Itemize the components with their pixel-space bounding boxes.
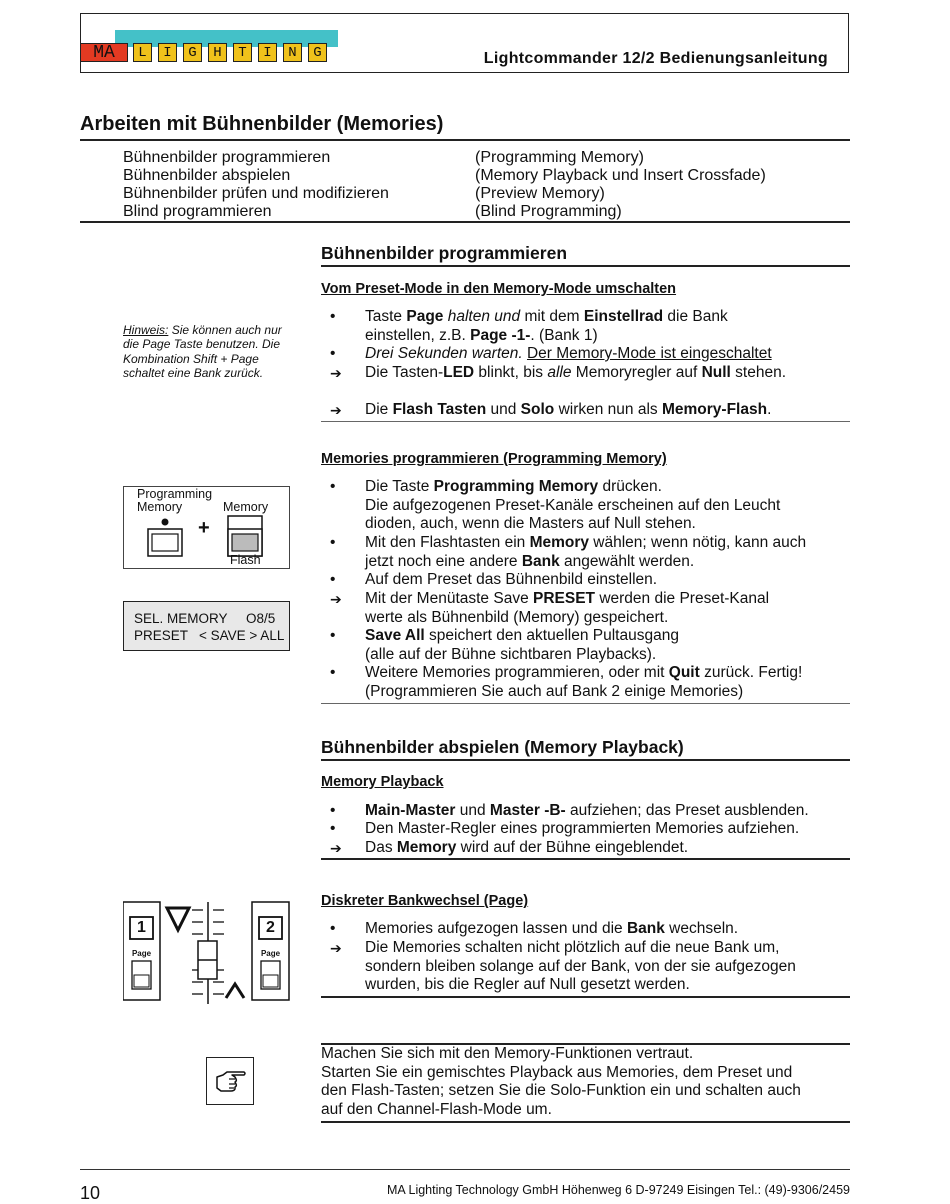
logo-letter: H bbox=[208, 43, 227, 62]
text: Den Master-Regler eines programmierten Memories aufziehen. bbox=[365, 820, 800, 837]
section-title-programmieren: Bühnenbilder programmieren bbox=[321, 243, 568, 263]
bullet-icon: • bbox=[330, 478, 336, 495]
title-rule bbox=[80, 139, 850, 141]
text-bold: Main-Master bbox=[365, 802, 456, 819]
text-bold: Memory-Flash bbox=[661, 401, 768, 418]
page-number: 10 bbox=[80, 1183, 101, 1203]
text: sondern bleiben solange auf der Bank, von der sie aufgezogen bbox=[365, 957, 796, 975]
tip-line: den Flash-Tasten; setzen Sie die Solo-Funktion ein und schalten auch bbox=[321, 1082, 801, 1100]
text-bold: Programming Memory bbox=[433, 478, 599, 495]
text: zurück. Fertig! bbox=[699, 664, 803, 681]
text-italic: alle bbox=[547, 364, 572, 381]
text: Die bbox=[365, 401, 393, 418]
arrow-icon: ➔ bbox=[330, 591, 342, 607]
arrow-icon: ➔ bbox=[330, 940, 342, 956]
text-bold: Bank bbox=[626, 920, 665, 937]
logo-letter: L bbox=[133, 43, 152, 62]
arrow-icon: ➔ bbox=[330, 840, 342, 856]
text-bold: PRESET bbox=[533, 590, 596, 607]
diagram-label-line: Programming bbox=[137, 487, 213, 501]
text: Memoryregler auf bbox=[571, 364, 702, 381]
section-title-abspielen: Bühnenbilder abspielen (Memory Playback) bbox=[321, 737, 684, 757]
bullet-icon: • bbox=[330, 802, 336, 819]
list-item bbox=[330, 401, 850, 420]
list-item bbox=[330, 345, 850, 364]
arrow-icon: ➔ bbox=[330, 402, 342, 418]
tip-line: auf den Channel-Flash-Mode um. bbox=[321, 1100, 552, 1118]
text: Mit den Flashtasten ein bbox=[365, 534, 530, 551]
list-item bbox=[330, 920, 850, 939]
text: Die aufgezogenen Preset-Kanäle erscheinen auf den Leucht bbox=[365, 496, 781, 514]
page-key-label: Page bbox=[260, 949, 281, 958]
text: . bbox=[767, 401, 772, 418]
toc-en: (Blind Programming) bbox=[475, 203, 622, 220]
text: werden die Preset-Kanal bbox=[595, 590, 770, 607]
plus-label: + bbox=[198, 517, 210, 539]
bank-number: 1 bbox=[137, 919, 146, 936]
text: drücken. bbox=[598, 478, 662, 495]
lcd-line-1: SEL. MEMORY O8/5 bbox=[134, 611, 276, 626]
text-italic: halten und bbox=[443, 308, 521, 325]
bullet-icon: • bbox=[330, 664, 336, 681]
toc-de: Bühnenbilder prüfen und modifizieren bbox=[123, 185, 389, 202]
bullet-icon: • bbox=[330, 820, 336, 837]
text: angewählt werden. bbox=[559, 552, 695, 570]
arrow-icon: ➔ bbox=[330, 365, 342, 381]
text-bold: Einstellrad bbox=[583, 308, 664, 325]
toc-en: (Memory Playback und Insert Crossfade) bbox=[475, 167, 766, 184]
toc-en: (Preview Memory) bbox=[475, 185, 605, 202]
section-rule bbox=[321, 996, 850, 998]
text-bold: Flash Tasten bbox=[392, 401, 487, 418]
lcd-display bbox=[123, 601, 290, 651]
list-item bbox=[330, 308, 850, 345]
bullet-icon: • bbox=[330, 920, 336, 937]
list-item bbox=[330, 478, 850, 534]
text: Memories aufgezogen lassen und die bbox=[365, 920, 627, 937]
text: Weitere Memories programmieren, oder mit bbox=[365, 664, 669, 681]
list-item bbox=[330, 839, 850, 858]
text: wirken nun als bbox=[554, 401, 662, 418]
text-bold: Memory bbox=[529, 534, 589, 551]
text: jetzt noch eine andere bbox=[365, 552, 522, 570]
logo-ma: MA bbox=[80, 43, 128, 62]
footer-address: MA Lighting Technology GmbH Höhenweg 6 D-97249 Eisingen Tel.: (49)-9306/2459 bbox=[386, 1183, 850, 1197]
tip-line: Starten Sie ein gemischtes Playback aus Memories, dem Preset und bbox=[321, 1063, 793, 1081]
hint-text: Sie können auch nur die Page Taste benutzen. Die Kombination Shift + Page schaltet eine Bank zurück. bbox=[123, 323, 282, 380]
text: und bbox=[455, 802, 490, 819]
text: stehen. bbox=[730, 364, 787, 381]
text: wird auf der Bühne eingeblendet. bbox=[456, 839, 689, 856]
text: wechseln. bbox=[664, 920, 739, 937]
toc-de: Blind programmieren bbox=[123, 203, 272, 220]
text-bold: Page bbox=[406, 308, 444, 325]
text: Mit der Menütaste Save bbox=[365, 590, 533, 607]
list-item bbox=[330, 534, 850, 571]
bank-number: 2 bbox=[266, 919, 275, 936]
section-rule bbox=[321, 421, 850, 422]
text-bold: Null bbox=[701, 364, 731, 381]
text: wählen; wenn nötig, kann auch bbox=[589, 534, 807, 551]
document-title: Lightcommander 12/2 Bedienungsanleitung bbox=[483, 50, 828, 67]
section-rule bbox=[321, 703, 850, 704]
programming-memory-diagram bbox=[123, 486, 290, 569]
hint-label: Hinweis: bbox=[123, 323, 169, 337]
text: Das bbox=[365, 839, 397, 856]
tip-paragraph bbox=[321, 1045, 849, 1119]
subsection-title-programming-memory: Memories programmieren (Programming Memory) bbox=[321, 451, 667, 467]
lcd-line-2: PRESET < SAVE > ALL bbox=[134, 628, 285, 643]
pointing-hand-icon bbox=[215, 1068, 247, 1094]
text: . (Bank 1) bbox=[530, 326, 598, 344]
list-item bbox=[330, 590, 850, 627]
section-rule bbox=[321, 858, 850, 860]
bank-change-diagram bbox=[123, 900, 290, 1005]
flash-label: Flash bbox=[230, 553, 261, 567]
bullet-icon: • bbox=[330, 534, 336, 551]
diagram-label: Memory bbox=[223, 500, 269, 514]
text: Die Memories schalten nicht plötzlich auf die neue Bank um, bbox=[365, 939, 780, 956]
hint-note bbox=[123, 323, 293, 380]
logo-letter: N bbox=[283, 43, 302, 62]
text: (alle auf der Bühne sichtbaren Playbacks). bbox=[365, 645, 657, 663]
text-bold: Quit bbox=[668, 664, 700, 681]
list-item bbox=[330, 627, 850, 664]
text-bold: Save All bbox=[365, 627, 425, 644]
toc-rule bbox=[80, 221, 850, 223]
text-bold: Page -1- bbox=[470, 326, 531, 344]
text-bold: Memory bbox=[396, 839, 457, 856]
list-item bbox=[330, 820, 850, 839]
tip-line: Machen Sie sich mit den Memory-Funktionen vertraut. bbox=[321, 1045, 694, 1062]
text-underlined: Der Memory-Mode ist eingeschaltet bbox=[526, 345, 772, 362]
text: Die Taste bbox=[365, 478, 434, 495]
text: blinkt, bis bbox=[474, 364, 548, 381]
list-item bbox=[330, 939, 850, 995]
section-rule bbox=[321, 265, 850, 267]
list-item bbox=[330, 364, 850, 383]
text: aufziehen; das Preset ausblenden. bbox=[565, 802, 809, 819]
text: mit dem bbox=[520, 308, 584, 325]
toc-en: (Programming Memory) bbox=[475, 149, 644, 166]
text-italic: Drei Sekunden warten. bbox=[365, 345, 523, 362]
subsection-title-bankwechsel: Diskreter Bankwechsel (Page) bbox=[321, 893, 529, 909]
text: wurden, bis die Regler auf Null gesetzt werden. bbox=[365, 976, 690, 994]
text-bold: Bank bbox=[521, 552, 560, 570]
list-item bbox=[330, 802, 850, 821]
toc-de: Bühnenbilder abspielen bbox=[123, 167, 291, 184]
toc-de: Bühnenbilder programmieren bbox=[123, 149, 331, 166]
text-bold: LED bbox=[443, 364, 475, 381]
diagram-label-line: Memory bbox=[137, 500, 183, 514]
logo-letter: I bbox=[158, 43, 177, 62]
tip-box bbox=[206, 1057, 254, 1105]
text: Die Tasten- bbox=[365, 364, 444, 381]
logo-letter: T bbox=[233, 43, 252, 62]
tip-rule-bottom bbox=[321, 1121, 850, 1123]
text-bold: Solo bbox=[520, 401, 555, 418]
subsection-title-memory-playback: Memory Playback bbox=[321, 774, 444, 790]
text: (Programmieren Sie auch auf Bank 2 einige Memories) bbox=[365, 682, 744, 700]
bullet-icon: • bbox=[330, 627, 336, 644]
page-title: Arbeiten mit Bühnenbilder (Memories) bbox=[80, 113, 444, 135]
bullet-icon: • bbox=[330, 308, 336, 325]
text: Auf dem Preset das Bühnenbild einstellen. bbox=[365, 571, 658, 588]
text: die Bank bbox=[663, 308, 728, 325]
subsection-title-mode: Vom Preset-Mode in den Memory-Mode umschalten bbox=[321, 281, 677, 297]
bullet-icon: • bbox=[330, 345, 336, 362]
logo-letter: I bbox=[258, 43, 277, 62]
list-item bbox=[330, 664, 850, 701]
text: Taste bbox=[365, 308, 407, 325]
text: werte als Bühnenbild (Memory) gespeichert. bbox=[365, 608, 669, 626]
list-item bbox=[330, 571, 850, 590]
text: dioden, auch, wenn die Masters auf Null stehen. bbox=[365, 515, 696, 533]
text: einstellen, z.B. bbox=[365, 326, 471, 344]
bullet-icon: • bbox=[330, 571, 336, 588]
text: und bbox=[486, 401, 521, 418]
text-bold: Master -B- bbox=[489, 802, 566, 819]
text: speichert den aktuellen Pultausgang bbox=[424, 627, 679, 644]
logo-letter: G bbox=[183, 43, 202, 62]
section-rule bbox=[321, 759, 850, 761]
footer-rule bbox=[80, 1169, 850, 1170]
page-key-label: Page bbox=[131, 949, 152, 958]
logo-letter: G bbox=[308, 43, 327, 62]
